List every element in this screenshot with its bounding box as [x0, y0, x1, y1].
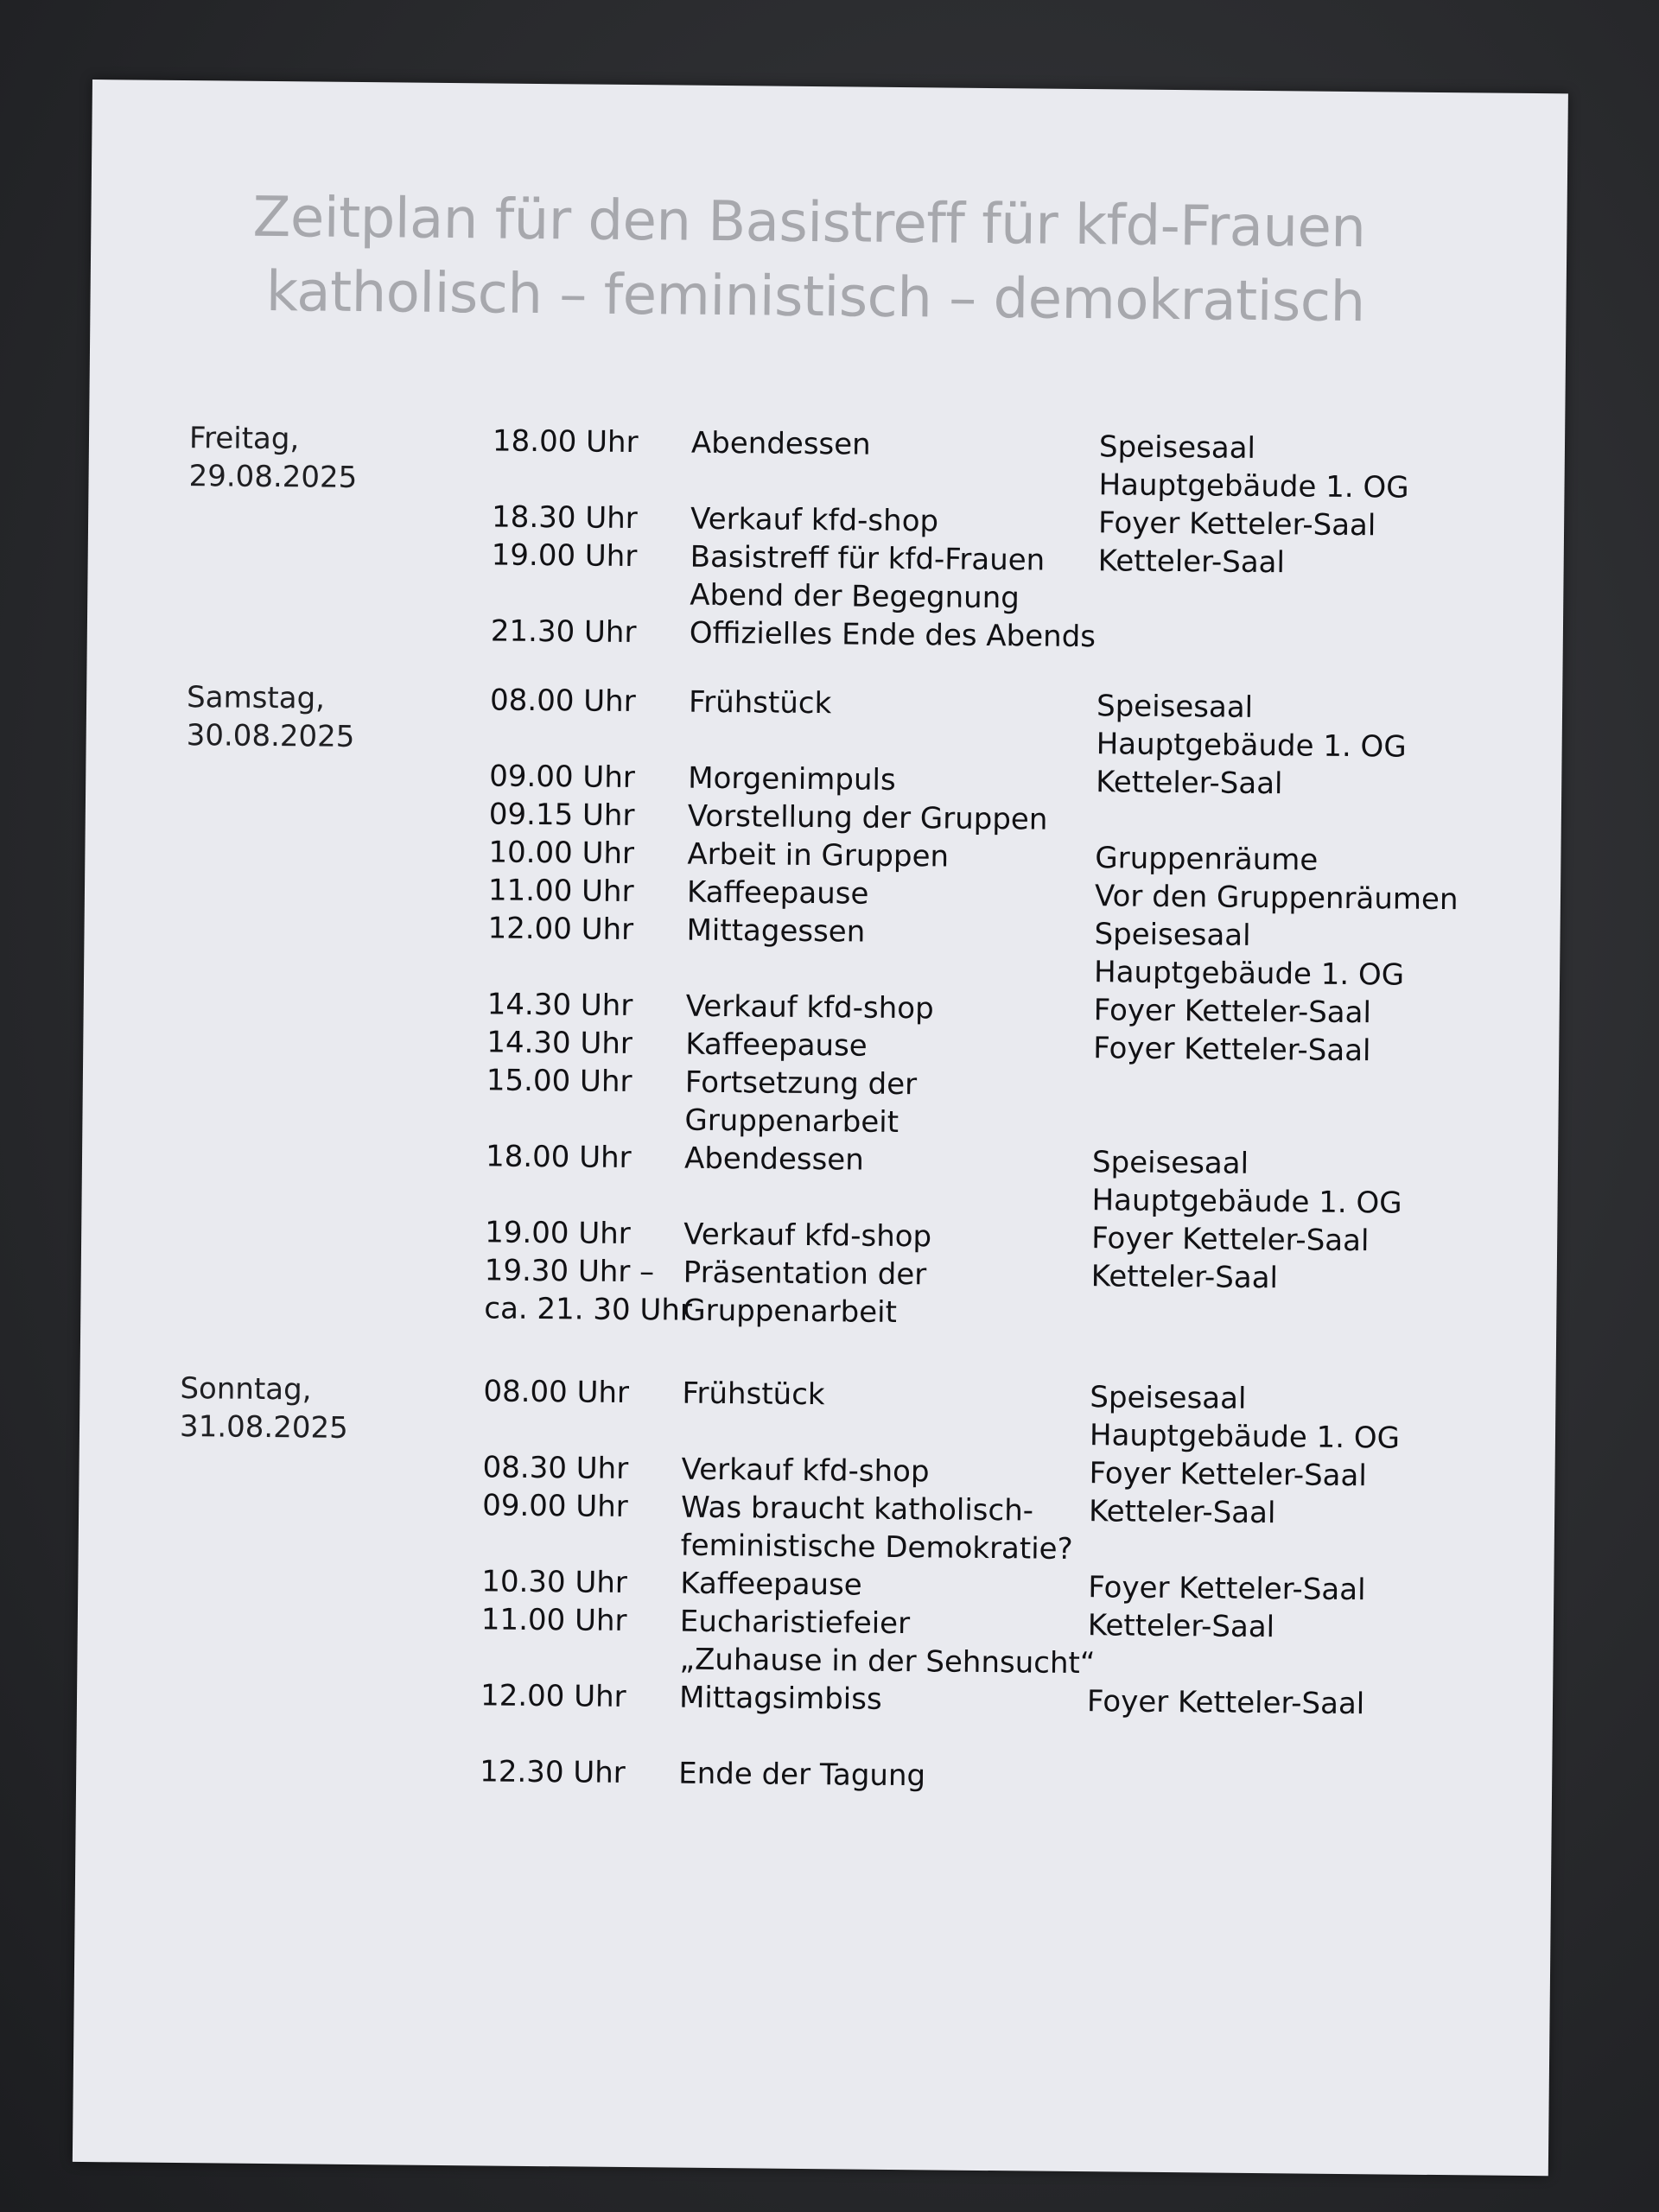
event-time: 12.30 Uhr [480, 1754, 626, 1791]
event-location: Foyer Ketteler-Saal [1088, 1570, 1366, 1608]
event-title: Verkauf kfd-shop [681, 1452, 930, 1490]
event-location: Foyer Ketteler-Saal [1090, 1221, 1370, 1259]
event-location: Speisesaal Hauptgebäude 1. OG [1089, 1380, 1401, 1456]
event-time: 10.30 Uhr [481, 1564, 628, 1601]
event-time: 08.30 Uhr [482, 1450, 629, 1487]
day-block [89, 418, 1565, 655]
event-title: Mittagsimbiss [678, 1680, 882, 1717]
event-location: Foyer Ketteler-Saal [1093, 993, 1372, 1031]
event-time: 18.30 Uhr [491, 499, 638, 537]
event-title: Vorstellung der Gruppen [687, 798, 1048, 837]
event-location: Ketteler-Saal [1096, 765, 1283, 802]
event-time: 19.00 Uhr [491, 537, 638, 575]
day-label: Freitag, 29.08.2025 [188, 421, 358, 495]
event-title: Verkauf kfd-shop [685, 988, 934, 1027]
event-location: Foyer Ketteler-Saal [1093, 1031, 1371, 1069]
event-location: Foyer Ketteler-Saal [1097, 505, 1376, 543]
title-line-2: katholisch – feministisch – demokratisch [265, 259, 1365, 335]
event-time: 15.00 Uhr [486, 1063, 632, 1100]
event-title: Präsentation der Gruppenarbeit [683, 1255, 927, 1331]
event-title: Was braucht katholisch- feministische Demokratie? [680, 1490, 1073, 1567]
event-time: 09.00 Uhr [481, 1488, 628, 1525]
event-title: Basistreff für kfd-Frauen Abend der Begegnung [690, 539, 1046, 616]
event-time: 14.30 Uhr [486, 1025, 633, 1062]
event-time: 18.00 Uhr [485, 1139, 632, 1176]
event-time: 18.00 Uhr [492, 423, 639, 461]
event-title: Kaffeepause [686, 874, 869, 912]
day-block [86, 677, 1562, 1331]
event-location: Speisesaal Hauptgebäude 1. OG [1098, 429, 1409, 505]
event-title: Kaffeepause [680, 1566, 862, 1603]
day-block [80, 1369, 1556, 1794]
event-location: Ketteler-Saal [1097, 543, 1286, 581]
event-title: Frühstück [682, 1376, 825, 1413]
schedule-sheet [73, 79, 1568, 2176]
event-time: 21.30 Uhr [490, 613, 637, 651]
event-location: Speisesaal Hauptgebäude 1. OG [1091, 1145, 1402, 1221]
event-title: Fortsetzung der Gruppenarbeit [684, 1065, 918, 1141]
event-location: Ketteler-Saal [1088, 1494, 1276, 1531]
event-location: Ketteler-Saal [1087, 1608, 1275, 1645]
event-title: Arbeit in Gruppen [687, 836, 950, 874]
event-time: 19.30 Uhr – ca. 21. 30 Uhr [484, 1253, 693, 1328]
event-location: Foyer Ketteler-Saal [1086, 1684, 1365, 1722]
event-time: 11.00 Uhr [487, 873, 634, 910]
event-location: Speisesaal Hauptgebäude 1. OG [1096, 689, 1407, 765]
day-label: Samstag, 30.08.2025 [186, 680, 355, 754]
event-title: Eucharistiefeier „Zuhause in der Sehnsucht“ [679, 1604, 1096, 1681]
event-time: 11.00 Uhr [480, 1602, 627, 1639]
event-time: 09.00 Uhr [489, 759, 636, 796]
event-title: Ende der Tagung [678, 1756, 926, 1794]
event-time: 19.00 Uhr [485, 1215, 631, 1252]
page-title [90, 179, 1366, 340]
schedule-row [76, 1749, 1552, 1794]
event-title: Frühstück [688, 684, 832, 721]
event-title: Verkauf kfd-shop [690, 501, 939, 539]
event-location: Gruppenräume [1095, 841, 1319, 878]
event-time: 12.00 Uhr [487, 911, 634, 948]
event-time: 08.00 Uhr [489, 683, 636, 720]
title-line-1: Zeitplan für den Basistreff für kfd-Frauen [252, 185, 1366, 261]
event-time: 14.30 Uhr [486, 987, 633, 1024]
event-title: Kaffeepause [685, 1027, 868, 1064]
event-title: Morgenimpuls [688, 760, 896, 798]
event-time: 09.15 Uhr [488, 797, 635, 834]
day-label: Sonntag, 31.08.2025 [179, 1371, 348, 1446]
event-location: Speisesaal Hauptgebäude 1. OG [1093, 917, 1405, 993]
event-location: Ketteler-Saal [1090, 1259, 1279, 1296]
event-time: 08.00 Uhr [483, 1374, 630, 1411]
event-time: 12.00 Uhr [480, 1678, 626, 1715]
event-title: Abendessen [690, 425, 871, 462]
event-title: Abendessen [683, 1141, 864, 1178]
event-title: Offizielles Ende des Abends [689, 615, 1096, 655]
event-title: Verkauf kfd-shop [683, 1217, 932, 1255]
event-time: 10.00 Uhr [488, 835, 635, 872]
event-location: Vor den Gruppenräumen [1094, 879, 1459, 918]
event-location: Foyer Ketteler-Saal [1089, 1456, 1367, 1494]
event-title: Mittagessen [686, 912, 866, 950]
